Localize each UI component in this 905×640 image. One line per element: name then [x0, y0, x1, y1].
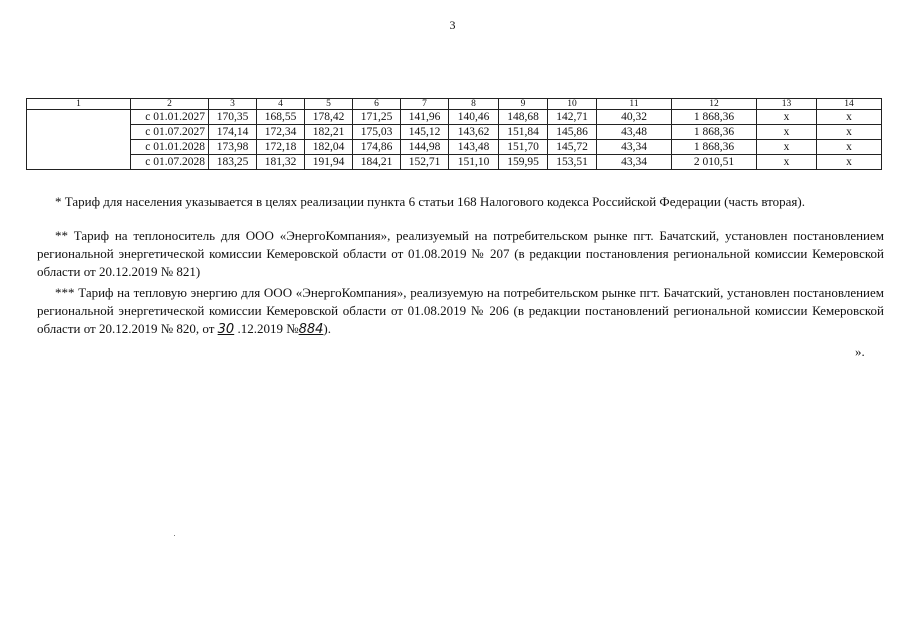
table-cell: 174,86 [353, 140, 401, 155]
table-cell: 148,68 [499, 110, 548, 125]
footnote-heat-energy-tariff [37, 284, 884, 339]
table-cell: 145,72 [548, 140, 597, 155]
handwritten-day: 30 [217, 322, 235, 337]
table-cell: 172,18 [257, 140, 305, 155]
table-cell: 153,51 [548, 155, 597, 170]
table-cell: 159,95 [499, 155, 548, 170]
table-cell: х [817, 155, 882, 170]
table-cell: 43,34 [597, 140, 672, 155]
table-cell: х [817, 125, 882, 140]
table-cell: 191,94 [305, 155, 353, 170]
table-cell: 145,86 [548, 125, 597, 140]
table-cell: х [817, 110, 882, 125]
table-cell: 174,14 [209, 125, 257, 140]
table-cell: 184,21 [353, 155, 401, 170]
table-cell: 43,48 [597, 125, 672, 140]
table-cell: 183,25 [209, 155, 257, 170]
page-number: 3 [449, 18, 456, 32]
table-cell: 182,04 [305, 140, 353, 155]
table-cell: х [757, 140, 817, 155]
header-cell: 5 [305, 99, 353, 110]
table-cell: х [757, 155, 817, 170]
tariff-table [26, 98, 882, 170]
table-cell: 140,46 [449, 110, 499, 125]
table-cell: 141,96 [401, 110, 449, 125]
period-cell: с 01.07.2028 [131, 155, 209, 170]
table-cell: х [817, 140, 882, 155]
period-cell: с 01.07.2027 [131, 125, 209, 140]
closing-quote: ». [855, 344, 865, 359]
table-cell: х [757, 125, 817, 140]
table-cell: 182,21 [305, 125, 353, 140]
header-cell: 8 [449, 99, 499, 110]
table-cell [27, 140, 131, 155]
header-cell: 6 [353, 99, 401, 110]
table-row [27, 140, 882, 155]
footnote-heat-carrier-tariff: ** Тариф на теплоноситель для ООО «ЭнергоКомпания», реализуемый на потребительском рынке пгт. Бачатский, установлен постановлением региональной энергетической комиссии Кемеровской области от 01.08.2019 № 207 (в редакции постановления региональной комиссии Кемеровской области от 20.12.2019 № 821) [37, 228, 884, 279]
table-cell [27, 110, 131, 125]
table-cell [27, 125, 131, 140]
table-cell: 1 868,36 [672, 140, 757, 155]
table-cell: 143,48 [449, 140, 499, 155]
header-cell: 13 [757, 99, 817, 110]
table-cell: 1 868,36 [672, 110, 757, 125]
table-cell: 151,84 [499, 125, 548, 140]
table-cell: 181,32 [257, 155, 305, 170]
table-cell: 173,98 [209, 140, 257, 155]
table-cell: 142,71 [548, 110, 597, 125]
table-cell: 151,10 [449, 155, 499, 170]
table-row [27, 155, 882, 170]
table-row [27, 110, 882, 125]
header-cell: 1 [27, 99, 131, 110]
table-row [27, 125, 882, 140]
header-cell: 2 [131, 99, 209, 110]
header-cell: 4 [257, 99, 305, 110]
table-cell: 175,03 [353, 125, 401, 140]
header-cell: 10 [548, 99, 597, 110]
header-cell: 12 [672, 99, 757, 110]
table-cell: 172,34 [257, 125, 305, 140]
table-cell: 145,12 [401, 125, 449, 140]
header-cell: 3 [209, 99, 257, 110]
table-cell: 144,98 [401, 140, 449, 155]
period-cell: с 01.01.2027 [131, 110, 209, 125]
table-cell: 171,25 [353, 110, 401, 125]
header-cell: 14 [817, 99, 882, 110]
table-header-row [27, 99, 882, 110]
table-cell: 168,55 [257, 110, 305, 125]
table-cell: 178,42 [305, 110, 353, 125]
header-cell: 11 [597, 99, 672, 110]
handwritten-number: 884 [298, 322, 324, 337]
table-cell: 170,35 [209, 110, 257, 125]
table-cell: 151,70 [499, 140, 548, 155]
scan-speck [174, 535, 175, 536]
period-cell: с 01.01.2028 [131, 140, 209, 155]
footnote-text-mid: .12.2019 № [234, 321, 299, 336]
footnote-text-end: ). [323, 321, 332, 336]
table-cell: 43,34 [597, 155, 672, 170]
header-cell: 9 [499, 99, 548, 110]
footnote-population-tariff: * Тариф для населения указывается в целях реализации пункта 6 статьи 168 Налогового кодекса Российской Федерации (часть вторая). [55, 194, 805, 209]
header-cell: 7 [401, 99, 449, 110]
table-cell: х [757, 110, 817, 125]
footnote-text: *** Тариф на тепловую энергию для ООО «ЭнергоКомпания», реализуемую на потребительском рынке пгт. Бачатский, установлен постановлением региональной энергетической комиссии Кемеровской области от 01.08.2019 № 206 (в редакции постановлений региональной комиссии Кемеровской области от 20.12.2019 № 820, от [37, 285, 884, 336]
table-cell: 152,71 [401, 155, 449, 170]
table-cell: 143,62 [449, 125, 499, 140]
table-cell: 40,32 [597, 110, 672, 125]
table-cell: 1 868,36 [672, 125, 757, 140]
table-cell: 2 010,51 [672, 155, 757, 170]
table-cell [27, 155, 131, 170]
